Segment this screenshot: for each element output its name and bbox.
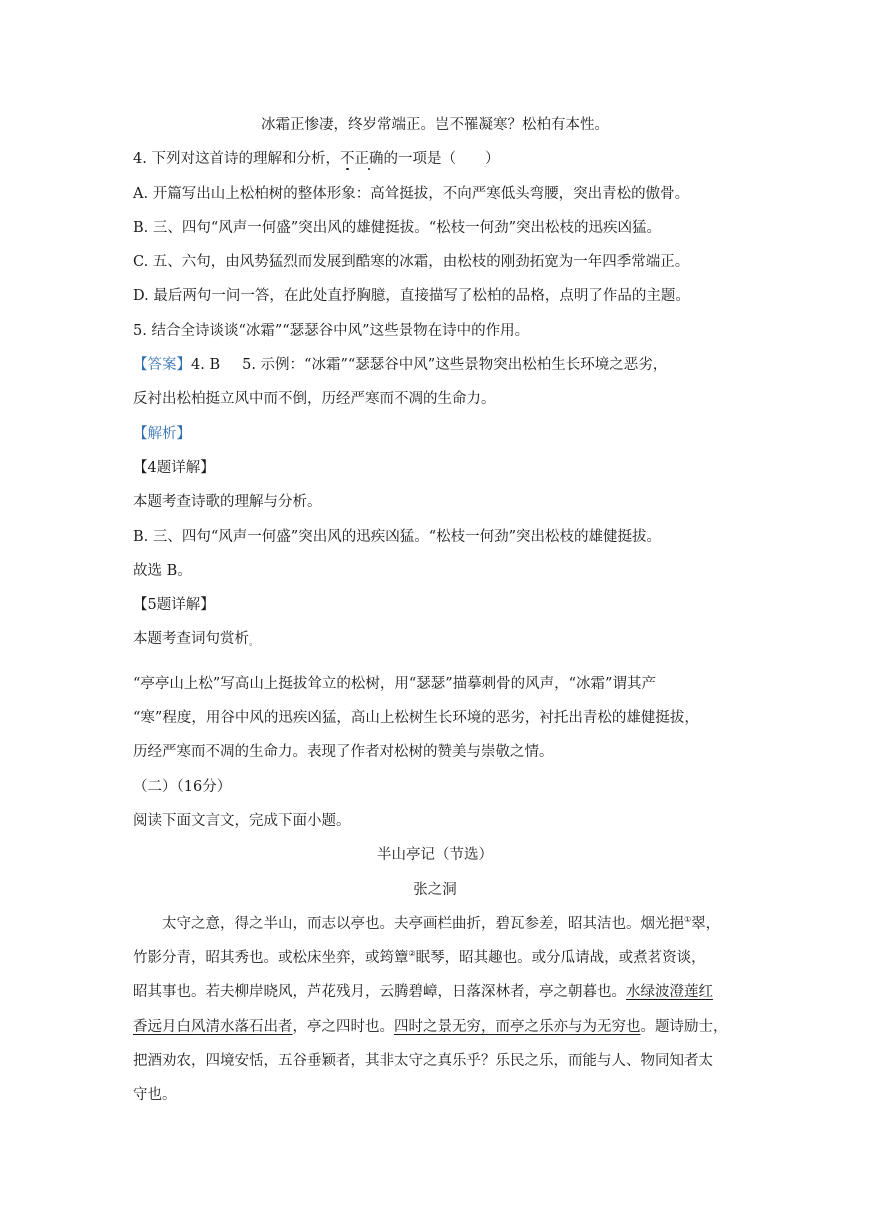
answer-line-2: 反衬出松柏挺立风中而不倒，历经严寒而不凋的生命力。	[133, 391, 496, 408]
passage-author: 张之洞	[413, 881, 457, 898]
passage-line	[133, 1010, 737, 1044]
section-2-heading: （二）（16分）	[133, 778, 232, 795]
passage-text: 竹影分青，昭其秀也。或松床坐弈，或筠簟	[133, 950, 409, 967]
q5-intro-text: 本题考查词句赏析	[133, 631, 249, 648]
passage-line	[133, 975, 737, 1009]
question-5-stem: 5. 结合全诗谈谈“冰霜”“瑟瑟谷中风”这些景物在诗中的作用。	[133, 322, 530, 339]
passage-line: 把酒劝农，四境安恬，五谷垂颖者，其非太守之真乐乎？乐民之乐，而能与人、物同知者太	[133, 1053, 713, 1070]
answer-tag: 【答案】	[133, 357, 191, 374]
q5-answer-1: 5. 示例：“冰霜”“瑟瑟谷中风”这些景物突出松柏生长环境之恶劣，	[242, 357, 668, 374]
passage-line	[133, 941, 737, 975]
option-a: A. 开篇写出山上松柏树的整体形象：高耸挺拔，不向严寒低头弯腰，突出青松的傲骨。	[133, 185, 690, 202]
passage-line	[133, 907, 737, 941]
footnote-2-marker: ②	[408, 949, 416, 959]
q4-detail-line: 故选 B。	[133, 562, 192, 579]
passage-text: 翠，	[691, 915, 721, 932]
passage-text: 昭其事也。若夫柳岸晓风，芦花残月，云腾碧嶂，日落深林者，亭之朝暮也。	[133, 984, 626, 1001]
option-d: D. 最后两句一问一答，在此处直抒胸臆，直接描写了松柏的品格，点明了作品的主题。	[133, 288, 690, 305]
q4-detail-line: B. 三、四句“风声一何盛”突出风的迅疾凶猛。“松枝一何劲”突出松枝的雄健挺拔。	[133, 528, 662, 545]
q5-detail-line: “亭亭山上松”写高山上挺拔耸立的松树，用“瑟瑟”描摹刺骨的风声，“冰霜”谓其产	[133, 675, 656, 692]
analysis-tag: 【解析】	[133, 425, 191, 442]
poem-end-line: 冰霜正惨凄，终岁常端正。岂不罹凝寒？松柏有本性。	[261, 117, 609, 133]
q4-answer: 4. B	[191, 357, 221, 374]
section-2-instruction: 阅读下面文言文，完成下面小题。	[133, 812, 351, 829]
q4-stem-before: 4. 下列对这首诗的理解和分析，	[133, 151, 340, 168]
q4-stem-after: 的一项是（ ）	[383, 151, 500, 168]
passage-text: 眠琴，昭其趣也。或分瓜请战，或煮茗资谈，	[415, 950, 706, 967]
q5-intro-mark: 。	[249, 638, 259, 649]
underlined-sentence: 香远月白风清水落石出者	[133, 1018, 293, 1035]
passage-text: 太守之意，得之半山，而志以亭也。夫亭画栏曲折，碧瓦参差，昭其洁也。烟光挹	[162, 915, 684, 932]
q5-detail-heading: 【5题详解】	[133, 597, 215, 614]
underlined-sentence: 四时之景无穷，而亭之乐亦与为无穷也	[394, 1018, 641, 1035]
q4-detail-line: 本题考查诗歌的理解与分析。	[133, 494, 322, 511]
q5-detail-intro	[133, 622, 737, 660]
answer-line-1	[133, 348, 737, 382]
q5-detail-line: “寒”程度，用谷中风的迅疾凶猛，高山上松树生长环境的恶劣，衬托出青松的雄健挺拔，	[133, 710, 699, 727]
passage-line: 守也。	[133, 1087, 177, 1104]
question-4-stem	[133, 142, 737, 176]
q5-detail-line: 历经严寒而不凋的生命力。表现了作者对松树的赞美与崇敬之情。	[133, 744, 554, 761]
footnote-1-marker: ①	[684, 915, 692, 924]
option-c: C. 五、六句，由风势猛烈而发展到酷寒的冰霜，由松枝的刚劲拓宽为一年四季常端正。	[133, 254, 690, 271]
emphasis-correct: 正确	[354, 151, 384, 168]
q4-detail-heading: 【4题详解】	[133, 459, 215, 476]
passage-title: 半山亭记（节选）	[377, 847, 493, 864]
option-b: B. 三、四句“风声一何盛”突出风的雄健挺拔。“松枝一何劲”突出松枝的迅疾凶猛。	[133, 219, 662, 236]
passage-text: ，亭之四时也。	[292, 1018, 394, 1035]
emphasis-not: 不	[339, 151, 355, 168]
document-body	[133, 108, 737, 1113]
underlined-sentence: 水绿波澄莲红	[626, 984, 713, 1001]
passage-text: 。题诗励士，	[640, 1018, 728, 1035]
